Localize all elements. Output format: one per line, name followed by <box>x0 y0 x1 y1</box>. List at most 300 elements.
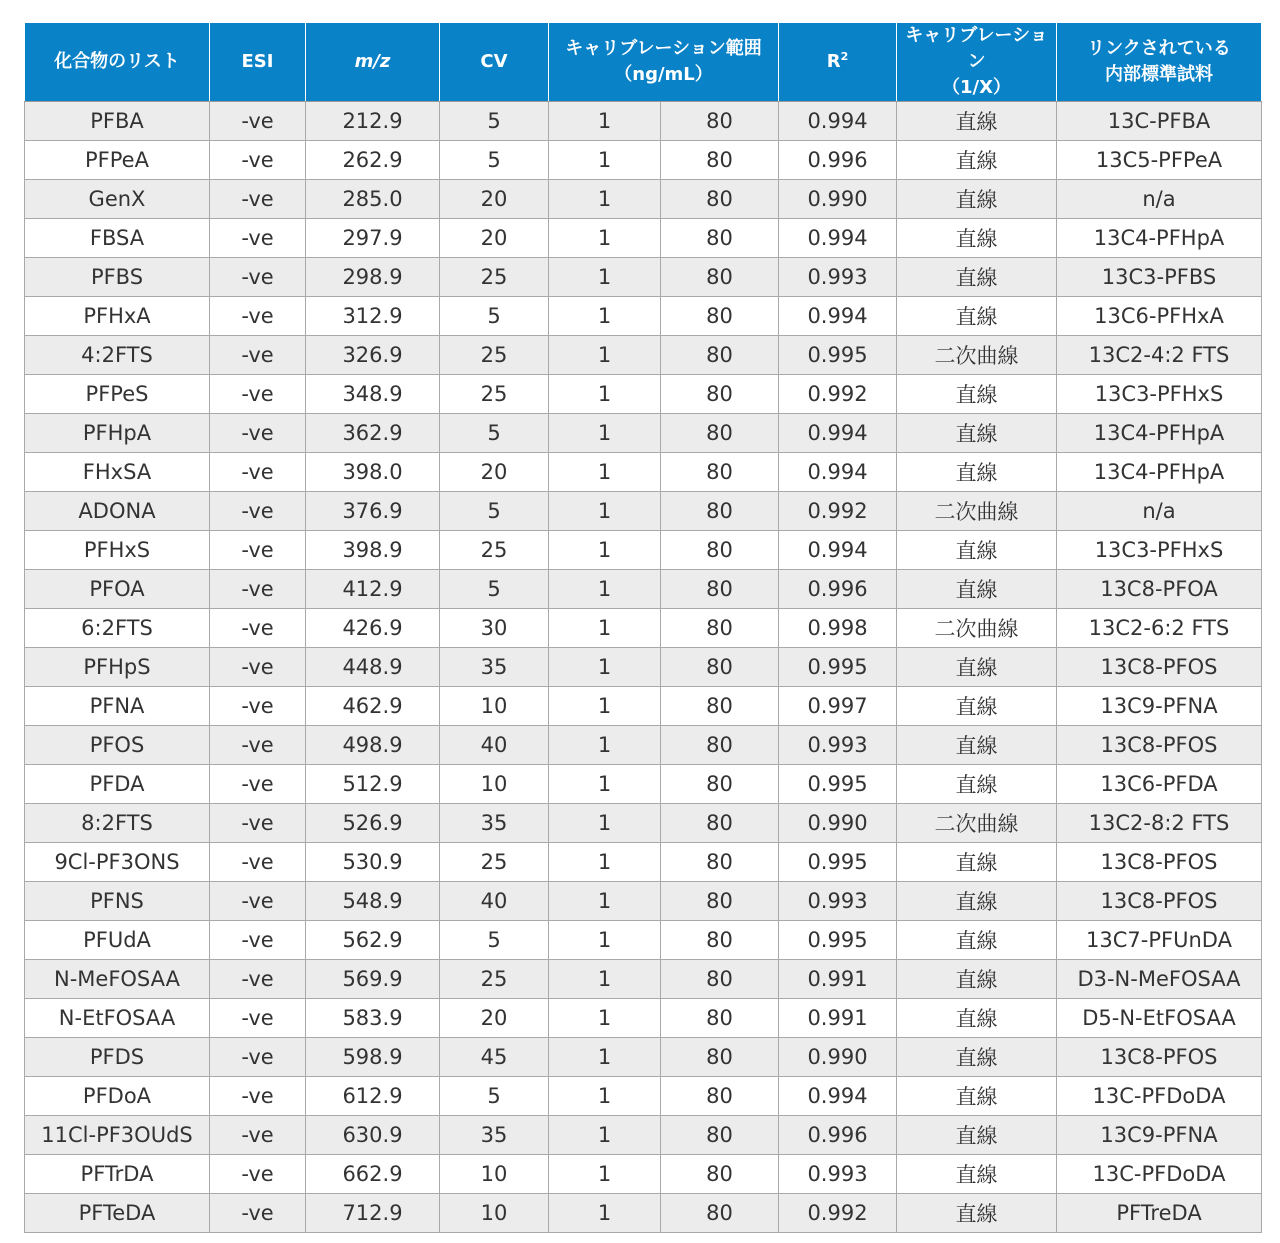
header-compound: 化合物のリスト <box>25 23 210 102</box>
esi-cell: -ve <box>210 1194 306 1233</box>
internal-standard-cell: 13C8-PFOS <box>1057 1038 1262 1077</box>
calibration-type-cell: 直線 <box>897 141 1057 180</box>
cv-cell: 5 <box>440 102 549 141</box>
calibration-type-cell: 二次曲線 <box>897 609 1057 648</box>
header-internal-standard <box>1057 23 1262 102</box>
mz-cell: 530.9 <box>306 843 440 882</box>
range-low-cell: 1 <box>549 180 661 219</box>
esi-cell: -ve <box>210 336 306 375</box>
esi-cell: -ve <box>210 141 306 180</box>
range-high-cell: 80 <box>661 1194 779 1233</box>
range-low-cell: 1 <box>549 336 661 375</box>
header-internal-standard-line1: リンクされている <box>1087 38 1231 59</box>
calibration-type-cell: 直線 <box>897 531 1057 570</box>
calibration-type-cell: 直線 <box>897 999 1057 1038</box>
header-r2-superscript: 2 <box>840 50 849 63</box>
r2-cell: 0.993 <box>779 1155 897 1194</box>
internal-standard-cell: 13C8-PFOA <box>1057 570 1262 609</box>
range-high-cell: 80 <box>661 570 779 609</box>
mz-cell: 298.9 <box>306 258 440 297</box>
cv-cell: 40 <box>440 882 549 921</box>
cv-cell: 35 <box>440 1116 549 1155</box>
compound-cell: PFNS <box>25 882 210 921</box>
calibration-type-cell: 直線 <box>897 180 1057 219</box>
range-low-cell: 1 <box>549 1155 661 1194</box>
esi-cell: -ve <box>210 414 306 453</box>
calibration-type-cell: 直線 <box>897 1038 1057 1077</box>
cv-cell: 35 <box>440 804 549 843</box>
esi-cell: -ve <box>210 960 306 999</box>
cv-cell: 20 <box>440 999 549 1038</box>
internal-standard-cell: 13C-PFDoDA <box>1057 1077 1262 1116</box>
cv-cell: 10 <box>440 687 549 726</box>
cv-cell: 30 <box>440 609 549 648</box>
internal-standard-cell: 13C9-PFNA <box>1057 1116 1262 1155</box>
table-header <box>25 23 1262 102</box>
calibration-type-cell: 直線 <box>897 960 1057 999</box>
mz-cell: 376.9 <box>306 492 440 531</box>
compound-cell: PFHxA <box>25 297 210 336</box>
range-low-cell: 1 <box>549 882 661 921</box>
header-calibration-range-line1: キャリブレーション範囲 <box>565 38 762 59</box>
range-high-cell: 80 <box>661 492 779 531</box>
table-row <box>25 882 1262 921</box>
internal-standard-cell: 13C8-PFOS <box>1057 882 1262 921</box>
calibration-type-cell: 二次曲線 <box>897 492 1057 531</box>
calibration-type-cell: 直線 <box>897 1116 1057 1155</box>
range-high-cell: 80 <box>661 1038 779 1077</box>
cv-cell: 10 <box>440 1155 549 1194</box>
internal-standard-cell: 13C-PFDoDA <box>1057 1155 1262 1194</box>
r2-cell: 0.994 <box>779 414 897 453</box>
range-high-cell: 80 <box>661 687 779 726</box>
internal-standard-cell: 13C2-6:2 FTS <box>1057 609 1262 648</box>
internal-standard-cell: n/a <box>1057 180 1262 219</box>
r2-cell: 0.996 <box>779 1116 897 1155</box>
esi-cell: -ve <box>210 609 306 648</box>
esi-cell: -ve <box>210 258 306 297</box>
internal-standard-cell: 13C3-PFHxS <box>1057 375 1262 414</box>
esi-cell: -ve <box>210 453 306 492</box>
range-low-cell: 1 <box>549 219 661 258</box>
range-high-cell: 80 <box>661 258 779 297</box>
internal-standard-cell: 13C7-PFUnDA <box>1057 921 1262 960</box>
table-row <box>25 531 1262 570</box>
calibration-type-cell: 直線 <box>897 297 1057 336</box>
cv-cell: 20 <box>440 219 549 258</box>
calibration-type-cell: 直線 <box>897 726 1057 765</box>
compound-cell: ADONA <box>25 492 210 531</box>
cv-cell: 40 <box>440 726 549 765</box>
internal-standard-cell: 13C3-PFBS <box>1057 258 1262 297</box>
compound-cell: N-EtFOSAA <box>25 999 210 1038</box>
compound-cell: PFDoA <box>25 1077 210 1116</box>
internal-standard-cell: 13C9-PFNA <box>1057 687 1262 726</box>
calibration-type-cell: 直線 <box>897 1194 1057 1233</box>
calibration-type-cell: 直線 <box>897 414 1057 453</box>
r2-cell: 0.993 <box>779 726 897 765</box>
range-high-cell: 80 <box>661 882 779 921</box>
internal-standard-cell: PFTreDA <box>1057 1194 1262 1233</box>
table-row <box>25 414 1262 453</box>
esi-cell: -ve <box>210 843 306 882</box>
table-row <box>25 141 1262 180</box>
mz-cell: 548.9 <box>306 882 440 921</box>
table-row <box>25 336 1262 375</box>
range-high-cell: 80 <box>661 531 779 570</box>
calibration-type-cell: 直線 <box>897 882 1057 921</box>
range-high-cell: 80 <box>661 180 779 219</box>
esi-cell: -ve <box>210 999 306 1038</box>
range-high-cell: 80 <box>661 453 779 492</box>
r2-cell: 0.991 <box>779 999 897 1038</box>
esi-cell: -ve <box>210 1038 306 1077</box>
cv-cell: 10 <box>440 765 549 804</box>
table-row <box>25 843 1262 882</box>
mz-cell: 662.9 <box>306 1155 440 1194</box>
mz-cell: 598.9 <box>306 1038 440 1077</box>
calibration-type-cell: 直線 <box>897 648 1057 687</box>
range-high-cell: 80 <box>661 297 779 336</box>
compound-cell: PFNA <box>25 687 210 726</box>
compound-cell: PFOA <box>25 570 210 609</box>
cv-cell: 5 <box>440 414 549 453</box>
table-row <box>25 1194 1262 1233</box>
range-low-cell: 1 <box>549 492 661 531</box>
internal-standard-cell: 13C-PFBA <box>1057 102 1262 141</box>
range-high-cell: 80 <box>661 765 779 804</box>
esi-cell: -ve <box>210 1155 306 1194</box>
range-high-cell: 80 <box>661 804 779 843</box>
header-calibration-range-line2: （ng/mL） <box>614 64 713 85</box>
cv-cell: 25 <box>440 258 549 297</box>
mz-cell: 262.9 <box>306 141 440 180</box>
cv-cell: 10 <box>440 1194 549 1233</box>
table-row <box>25 180 1262 219</box>
range-low-cell: 1 <box>549 804 661 843</box>
mz-cell: 512.9 <box>306 765 440 804</box>
table-row <box>25 219 1262 258</box>
mz-cell: 630.9 <box>306 1116 440 1155</box>
r2-cell: 0.994 <box>779 297 897 336</box>
r2-cell: 0.993 <box>779 258 897 297</box>
esi-cell: -ve <box>210 1116 306 1155</box>
compound-cell: 4:2FTS <box>25 336 210 375</box>
cv-cell: 25 <box>440 960 549 999</box>
esi-cell: -ve <box>210 687 306 726</box>
header-calibration-type <box>897 23 1057 102</box>
range-low-cell: 1 <box>549 531 661 570</box>
table-row <box>25 570 1262 609</box>
r2-cell: 0.990 <box>779 804 897 843</box>
compound-cell: 9Cl-PF3ONS <box>25 843 210 882</box>
esi-cell: -ve <box>210 375 306 414</box>
table-row <box>25 960 1262 999</box>
mz-cell: 285.0 <box>306 180 440 219</box>
compound-cell: PFPeS <box>25 375 210 414</box>
esi-cell: -ve <box>210 921 306 960</box>
mz-cell: 712.9 <box>306 1194 440 1233</box>
table-container <box>24 22 1261 1233</box>
table-body <box>25 102 1262 1233</box>
cv-cell: 5 <box>440 1077 549 1116</box>
cv-cell: 25 <box>440 843 549 882</box>
range-high-cell: 80 <box>661 414 779 453</box>
mz-cell: 312.9 <box>306 297 440 336</box>
range-low-cell: 1 <box>549 1077 661 1116</box>
compound-cell: FBSA <box>25 219 210 258</box>
calibration-type-cell: 直線 <box>897 1077 1057 1116</box>
cv-cell: 20 <box>440 453 549 492</box>
header-esi: ESI <box>210 23 306 102</box>
table-row <box>25 609 1262 648</box>
range-high-cell: 80 <box>661 1155 779 1194</box>
table-row <box>25 375 1262 414</box>
r2-cell: 0.995 <box>779 336 897 375</box>
internal-standard-cell: 13C2-4:2 FTS <box>1057 336 1262 375</box>
range-low-cell: 1 <box>549 648 661 687</box>
mz-cell: 426.9 <box>306 609 440 648</box>
internal-standard-cell: 13C5-PFPeA <box>1057 141 1262 180</box>
calibration-type-cell: 二次曲線 <box>897 336 1057 375</box>
range-low-cell: 1 <box>549 921 661 960</box>
mz-cell: 326.9 <box>306 336 440 375</box>
internal-standard-cell: D3-N-MeFOSAA <box>1057 960 1262 999</box>
calibration-type-cell: 直線 <box>897 453 1057 492</box>
range-low-cell: 1 <box>549 609 661 648</box>
range-high-cell: 80 <box>661 843 779 882</box>
esi-cell: -ve <box>210 882 306 921</box>
compound-cell: PFDA <box>25 765 210 804</box>
compound-cell: 8:2FTS <box>25 804 210 843</box>
range-low-cell: 1 <box>549 297 661 336</box>
cv-cell: 25 <box>440 336 549 375</box>
mz-cell: 583.9 <box>306 999 440 1038</box>
internal-standard-cell: 13C8-PFOS <box>1057 648 1262 687</box>
internal-standard-cell: 13C8-PFOS <box>1057 843 1262 882</box>
range-high-cell: 80 <box>661 921 779 960</box>
calibration-type-cell: 二次曲線 <box>897 804 1057 843</box>
internal-standard-cell: 13C2-8:2 FTS <box>1057 804 1262 843</box>
table-row <box>25 453 1262 492</box>
header-cv: CV <box>440 23 549 102</box>
r2-cell: 0.994 <box>779 102 897 141</box>
range-low-cell: 1 <box>549 765 661 804</box>
range-high-cell: 80 <box>661 648 779 687</box>
r2-cell: 0.996 <box>779 141 897 180</box>
header-row <box>25 23 1262 102</box>
mz-cell: 398.0 <box>306 453 440 492</box>
internal-standard-cell: D5-N-EtFOSAA <box>1057 999 1262 1038</box>
calibration-type-cell: 直線 <box>897 1155 1057 1194</box>
compound-cell: PFUdA <box>25 921 210 960</box>
range-low-cell: 1 <box>549 258 661 297</box>
table-row <box>25 492 1262 531</box>
calibration-type-cell: 直線 <box>897 102 1057 141</box>
calibration-type-cell: 直線 <box>897 843 1057 882</box>
range-high-cell: 80 <box>661 1077 779 1116</box>
r2-cell: 0.993 <box>779 882 897 921</box>
compound-cell: PFOS <box>25 726 210 765</box>
range-high-cell: 80 <box>661 219 779 258</box>
esi-cell: -ve <box>210 492 306 531</box>
r2-cell: 0.995 <box>779 765 897 804</box>
r2-cell: 0.995 <box>779 648 897 687</box>
esi-cell: -ve <box>210 297 306 336</box>
r2-cell: 0.990 <box>779 180 897 219</box>
r2-cell: 0.994 <box>779 219 897 258</box>
esi-cell: -ve <box>210 180 306 219</box>
header-calibration-type-line2: （1/X） <box>942 77 1011 98</box>
calibration-type-cell: 直線 <box>897 219 1057 258</box>
mz-cell: 448.9 <box>306 648 440 687</box>
cv-cell: 5 <box>440 492 549 531</box>
range-low-cell: 1 <box>549 726 661 765</box>
cv-cell: 35 <box>440 648 549 687</box>
r2-cell: 0.992 <box>779 492 897 531</box>
mz-cell: 348.9 <box>306 375 440 414</box>
cv-cell: 25 <box>440 375 549 414</box>
internal-standard-cell: 13C8-PFOS <box>1057 726 1262 765</box>
internal-standard-cell: 13C4-PFHpA <box>1057 219 1262 258</box>
compound-cell: 11Cl-PF3OUdS <box>25 1116 210 1155</box>
r2-cell: 0.992 <box>779 1194 897 1233</box>
compound-cell: PFBA <box>25 102 210 141</box>
internal-standard-cell: 13C4-PFHpA <box>1057 414 1262 453</box>
table-row <box>25 765 1262 804</box>
range-low-cell: 1 <box>549 102 661 141</box>
compound-cell: PFHxS <box>25 531 210 570</box>
range-high-cell: 80 <box>661 726 779 765</box>
table-row <box>25 1155 1262 1194</box>
internal-standard-cell: 13C3-PFHxS <box>1057 531 1262 570</box>
r2-cell: 0.997 <box>779 687 897 726</box>
table-row <box>25 804 1262 843</box>
table-row <box>25 921 1262 960</box>
r2-cell: 0.994 <box>779 531 897 570</box>
r2-cell: 0.990 <box>779 1038 897 1077</box>
esi-cell: -ve <box>210 804 306 843</box>
compound-cell: PFTrDA <box>25 1155 210 1194</box>
range-high-cell: 80 <box>661 609 779 648</box>
table-row <box>25 297 1262 336</box>
range-high-cell: 80 <box>661 141 779 180</box>
compound-cell: 6:2FTS <box>25 609 210 648</box>
cv-cell: 5 <box>440 141 549 180</box>
cv-cell: 45 <box>440 1038 549 1077</box>
esi-cell: -ve <box>210 570 306 609</box>
compound-cell: GenX <box>25 180 210 219</box>
range-low-cell: 1 <box>549 375 661 414</box>
table-row <box>25 102 1262 141</box>
calibration-type-cell: 直線 <box>897 570 1057 609</box>
r2-cell: 0.998 <box>779 609 897 648</box>
header-r2-base: R <box>826 51 841 72</box>
mz-cell: 462.9 <box>306 687 440 726</box>
range-high-cell: 80 <box>661 375 779 414</box>
r2-cell: 0.995 <box>779 843 897 882</box>
header-calibration-type-line1: キャリブレーション <box>905 25 1048 72</box>
mz-cell: 526.9 <box>306 804 440 843</box>
calibration-type-cell: 直線 <box>897 765 1057 804</box>
internal-standard-cell: 13C4-PFHpA <box>1057 453 1262 492</box>
esi-cell: -ve <box>210 531 306 570</box>
compound-cell: PFDS <box>25 1038 210 1077</box>
table-row <box>25 1077 1262 1116</box>
mz-cell: 562.9 <box>306 921 440 960</box>
header-mz: m/z <box>306 23 440 102</box>
compound-calibration-table <box>24 22 1262 1233</box>
mz-cell: 212.9 <box>306 102 440 141</box>
r2-cell: 0.996 <box>779 570 897 609</box>
table-row <box>25 726 1262 765</box>
range-low-cell: 1 <box>549 1194 661 1233</box>
mz-cell: 297.9 <box>306 219 440 258</box>
esi-cell: -ve <box>210 1077 306 1116</box>
range-low-cell: 1 <box>549 414 661 453</box>
compound-cell: PFHpA <box>25 414 210 453</box>
range-low-cell: 1 <box>549 960 661 999</box>
cv-cell: 5 <box>440 297 549 336</box>
range-high-cell: 80 <box>661 336 779 375</box>
range-high-cell: 80 <box>661 1116 779 1155</box>
header-calibration-range <box>549 23 779 102</box>
table-row <box>25 648 1262 687</box>
r2-cell: 0.994 <box>779 1077 897 1116</box>
compound-cell: FHxSA <box>25 453 210 492</box>
header-r2 <box>779 23 897 102</box>
range-high-cell: 80 <box>661 960 779 999</box>
range-low-cell: 1 <box>549 1038 661 1077</box>
calibration-type-cell: 直線 <box>897 375 1057 414</box>
compound-cell: N-MeFOSAA <box>25 960 210 999</box>
r2-cell: 0.994 <box>779 453 897 492</box>
range-high-cell: 80 <box>661 999 779 1038</box>
range-low-cell: 1 <box>549 570 661 609</box>
r2-cell: 0.995 <box>779 921 897 960</box>
range-low-cell: 1 <box>549 687 661 726</box>
r2-cell: 0.991 <box>779 960 897 999</box>
cv-cell: 25 <box>440 531 549 570</box>
compound-cell: PFTeDA <box>25 1194 210 1233</box>
compound-cell: PFBS <box>25 258 210 297</box>
range-low-cell: 1 <box>549 141 661 180</box>
r2-cell: 0.992 <box>779 375 897 414</box>
cv-cell: 5 <box>440 570 549 609</box>
calibration-type-cell: 直線 <box>897 258 1057 297</box>
mz-cell: 412.9 <box>306 570 440 609</box>
table-row <box>25 1038 1262 1077</box>
internal-standard-cell: 13C6-PFHxA <box>1057 297 1262 336</box>
range-high-cell: 80 <box>661 102 779 141</box>
internal-standard-cell: n/a <box>1057 492 1262 531</box>
range-low-cell: 1 <box>549 1116 661 1155</box>
table-row <box>25 687 1262 726</box>
internal-standard-cell: 13C6-PFDA <box>1057 765 1262 804</box>
range-low-cell: 1 <box>549 453 661 492</box>
table-row <box>25 1116 1262 1155</box>
header-internal-standard-line2: 内部標準試料 <box>1105 64 1213 85</box>
cv-cell: 20 <box>440 180 549 219</box>
esi-cell: -ve <box>210 765 306 804</box>
calibration-type-cell: 直線 <box>897 687 1057 726</box>
mz-cell: 398.9 <box>306 531 440 570</box>
mz-cell: 362.9 <box>306 414 440 453</box>
table-row <box>25 999 1262 1038</box>
esi-cell: -ve <box>210 726 306 765</box>
esi-cell: -ve <box>210 648 306 687</box>
range-low-cell: 1 <box>549 999 661 1038</box>
